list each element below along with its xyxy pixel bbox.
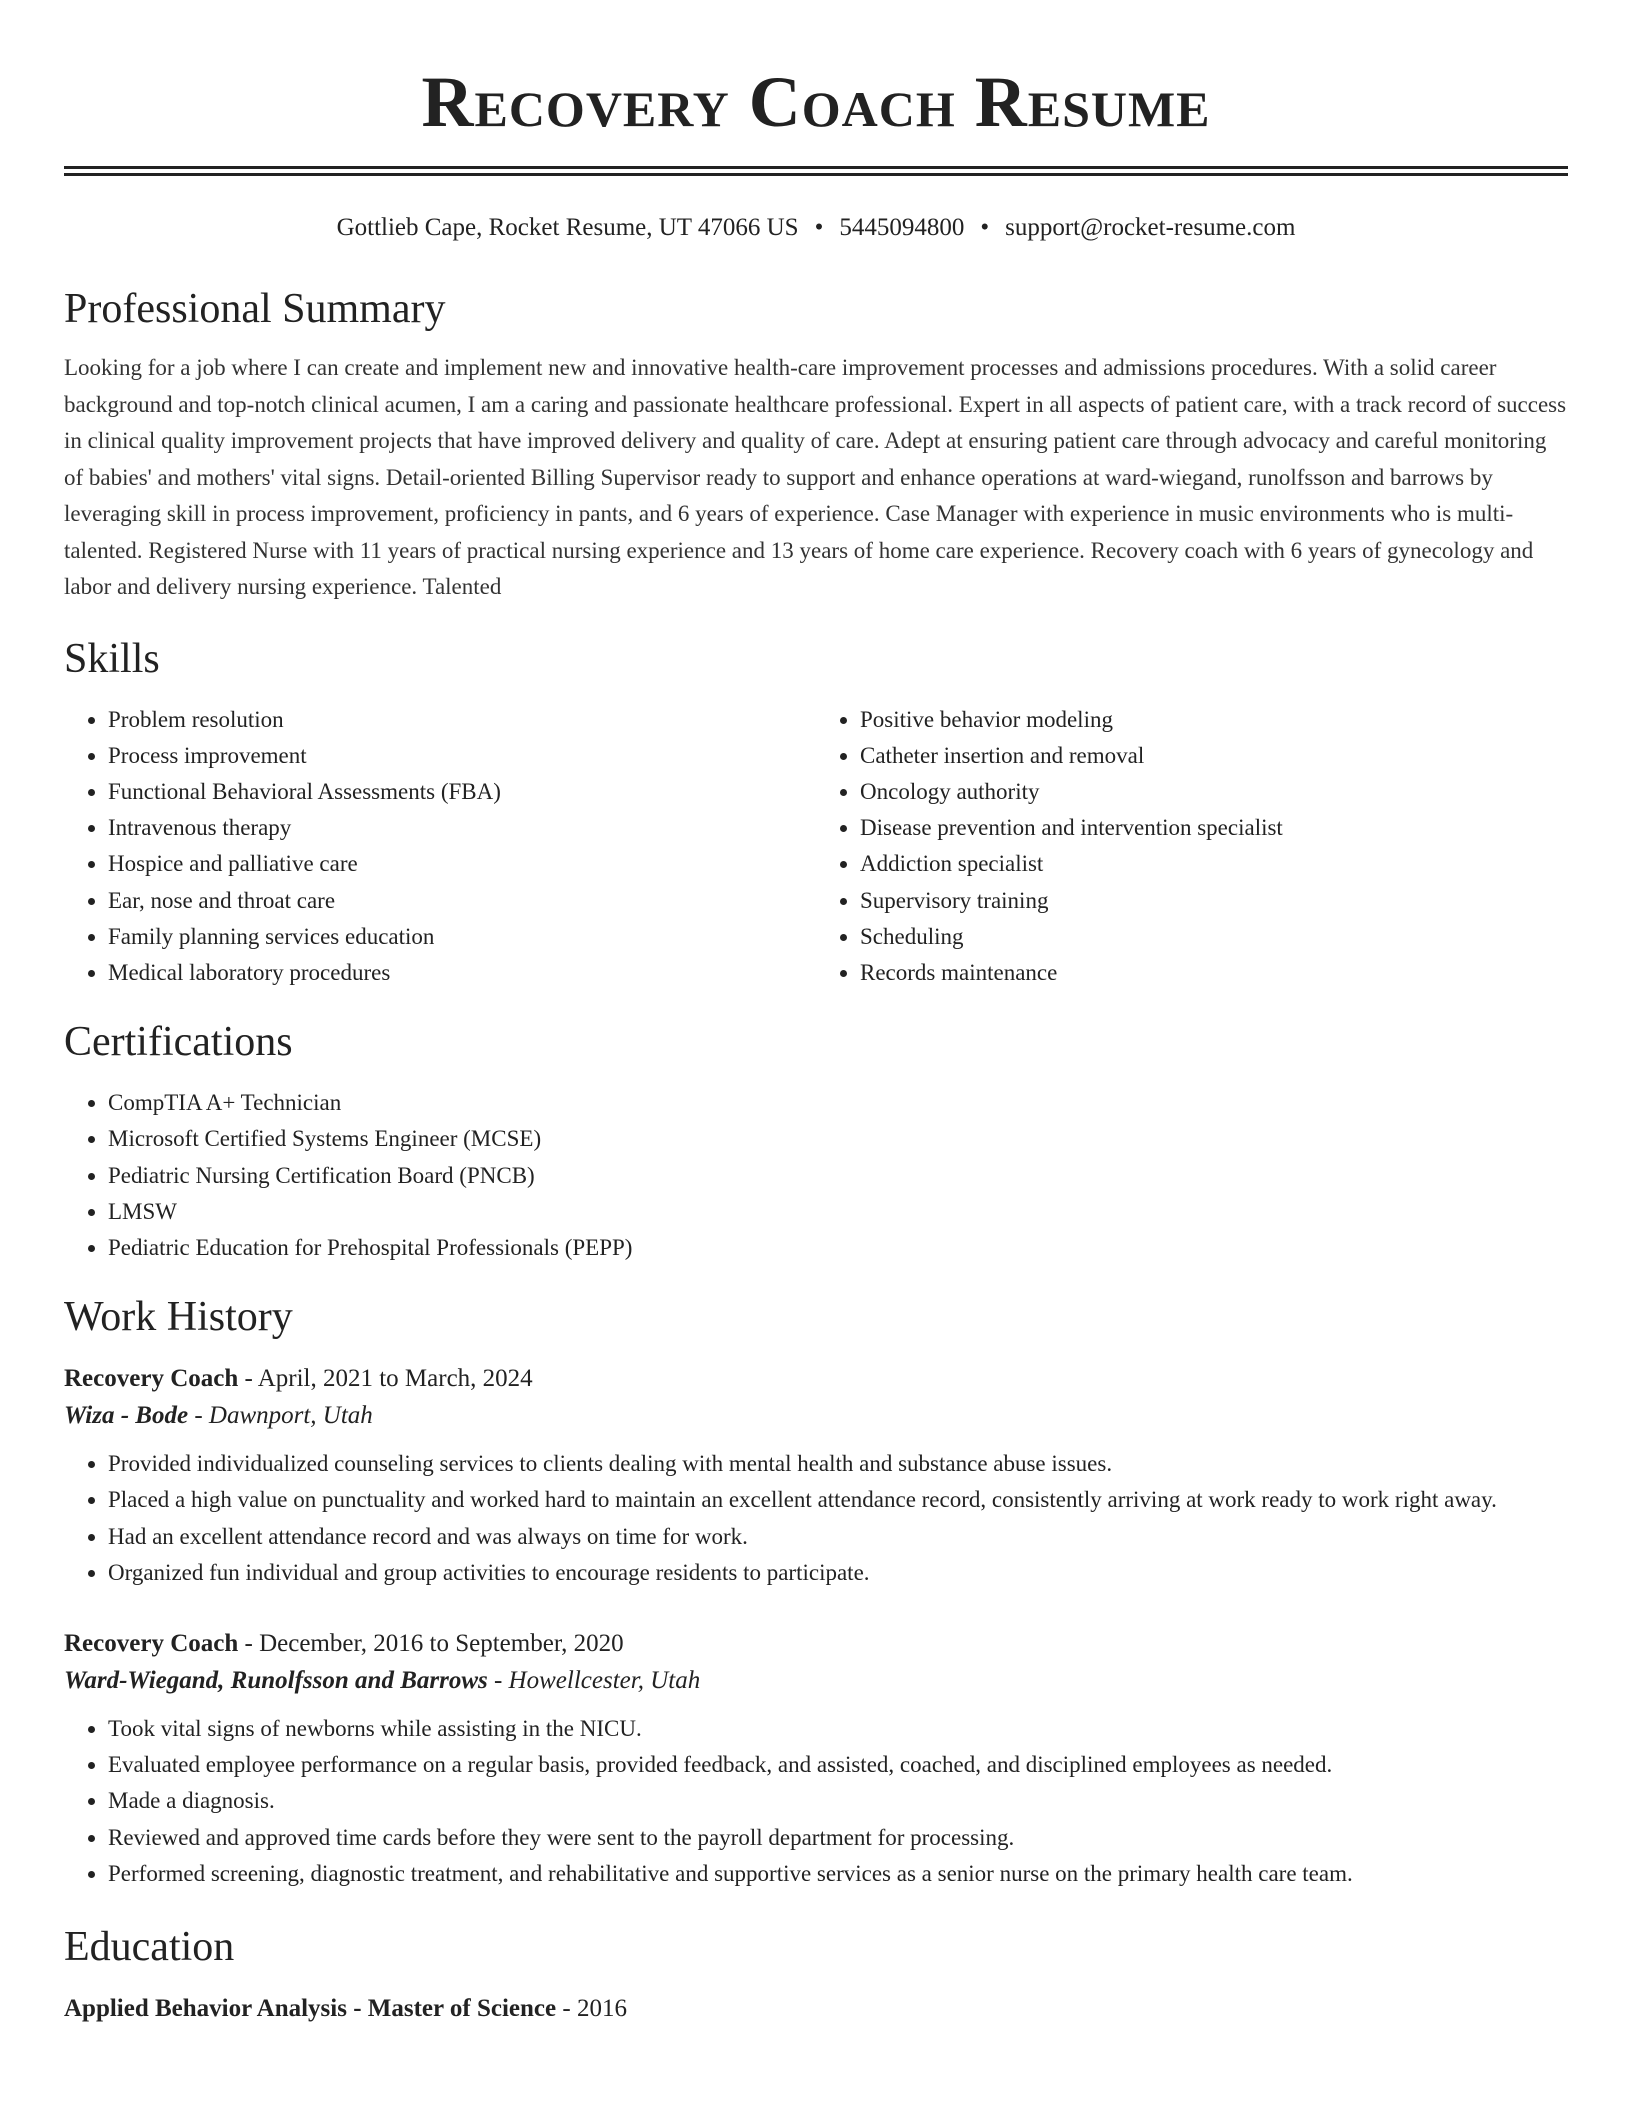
job-entry [64,1360,1568,1591]
skill-item: • Functional Behavioral Assessments (FBA) [108,774,816,810]
skill-item: • Supervisory training [860,883,1568,919]
job-title-line [64,1360,1568,1398]
contact-separator: • [980,214,990,241]
skill-item: • Records maintenance [860,955,1568,991]
skills-columns [64,702,1568,992]
skill-item: • Addiction specialist [860,846,1568,882]
certification-item: • Microsoft Certified Systems Engineer (MCSE) [108,1121,1568,1157]
skill-item: • Positive behavior modeling [860,702,1568,738]
job-bullet: • Provided individualized counseling services to clients dealing with mental health and substance abuse issues. [108,1446,1568,1482]
skill-item: • Ear, nose and throat care [108,883,816,919]
job-location: - Howellcester, Utah [487,1666,701,1694]
summary-text: Looking for a job where I can create and implement new and innovative health-care improvement processes and admissions procedures. With a solid career background and top-notch clinical acumen, I am a caring and passionate healthcare professional. Expert in all aspects of patient care, with a track record of success in clinical quality improvement projects that have improved delivery and quality of care. Adept at ensuring patient care through advocacy and careful monitoring of babies' and mothers' vital signs. Detail-oriented Billing Supervisor ready to support and enhance operations at ward-wiegand, runolfsson and barrows by leveraging skill in process improvement, proficiency in pants, and 6 years of experience. Case Manager with experience in music environments who is multi-talented. Registered Nurse with 11 years of practical nursing experience and 13 years of home care experience. Recovery coach with 6 years of gynecology and labor and delivery nursing experience. Talented [64,355,1567,599]
section-heading: Education [64,1923,235,1970]
section-heading: Work History [64,1294,293,1341]
skill-item: • Family planning services education [108,919,816,955]
professional-summary-section [64,284,1568,606]
skill-item: • Medical laboratory procedures [108,955,816,991]
contact-address: Gottlieb Cape, Rocket Resume, UT 47066 US [336,214,799,241]
title-double-rule [64,166,1568,176]
education-year: - 2016 [556,1994,627,2022]
job-entry [64,1625,1568,1892]
resume-title: Recovery Coach Resume [421,62,1211,142]
job-company: Ward-Wiegand, Runolfsson and Barrows [64,1666,488,1694]
certification-item: • Pediatric Education for Prehospital Professionals (PEPP) [108,1230,1568,1266]
job-dates: - December, 2016 to September, 2020 [238,1629,624,1657]
certification-item: • Pediatric Nursing Certification Board (PNCB) [108,1158,1568,1194]
job-company-line [64,1398,1568,1434]
job-bullet: • Took vital signs of newborns while assisting in the NICU. [108,1711,1568,1747]
job-bullet: • Made a diagnosis. [108,1783,1568,1819]
skill-item: • Problem resolution [108,702,816,738]
skill-item: • Intravenous therapy [108,810,816,846]
job-bullet: • Evaluated employee performance on a regular basis, provided feedback, and assisted, coached, and disciplined employees as needed. [108,1747,1568,1783]
education-degree: Applied Behavior Analysis - Master of Science [64,1994,557,2022]
job-bullet: • Organized fun individual and group activities to encourage residents to participate. [108,1555,1568,1591]
job-bullets [64,1446,1568,1591]
job-location: - Dawnport, Utah [188,1402,373,1430]
skill-item: • Hospice and palliative care [108,846,816,882]
skills-list-right [816,702,1568,992]
job-title: Recovery Coach [64,1629,239,1657]
skill-item: • Process improvement [108,738,816,774]
skill-item: • Disease prevention and intervention specialist [860,810,1568,846]
skills-list-left [64,702,816,992]
education-entry [64,1990,1568,2028]
certifications-list [64,1085,1568,1266]
section-heading: Certifications [64,1019,293,1066]
job-dates: - April, 2021 to March, 2024 [238,1365,533,1393]
skills-section [64,634,1568,992]
job-bullet: • Performed screening, diagnostic treatment, and rehabilitative and supportive services as a senior nurse on the primary health care team. [108,1856,1568,1892]
skill-item: • Scheduling [860,919,1568,955]
contact-line [64,212,1568,244]
section-heading: Professional Summary [64,286,446,332]
work-history-section [64,1292,1568,1892]
job-bullet: • Had an excellent attendance record and was always on time for work. [108,1519,1568,1555]
job-bullet: • Reviewed and approved time cards before they were sent to the payroll department for processing. [108,1820,1568,1856]
skill-item: • Oncology authority [860,774,1568,810]
certification-item: • CompTIA A+ Technician [108,1085,1568,1121]
job-company-line [64,1663,1568,1699]
skill-item: • Catheter insertion and removal [860,738,1568,774]
certification-item: • LMSW [108,1194,1568,1230]
job-bullets [64,1711,1568,1892]
contact-separator: • [814,214,824,241]
job-title: Recovery Coach [64,1365,239,1393]
section-heading: Skills [64,635,160,682]
contact-phone: 5445094800 [839,214,965,241]
certifications-section [64,1017,1568,1266]
contact-email: support@rocket-resume.com [1005,214,1296,241]
education-section [64,1922,1568,2028]
job-bullet: • Placed a high value on punctuality and worked hard to maintain an excellent attendance record, consistently arriving at work ready to work right away. [108,1482,1568,1518]
job-title-line [64,1625,1568,1663]
job-company: Wiza - Bode [64,1402,189,1430]
